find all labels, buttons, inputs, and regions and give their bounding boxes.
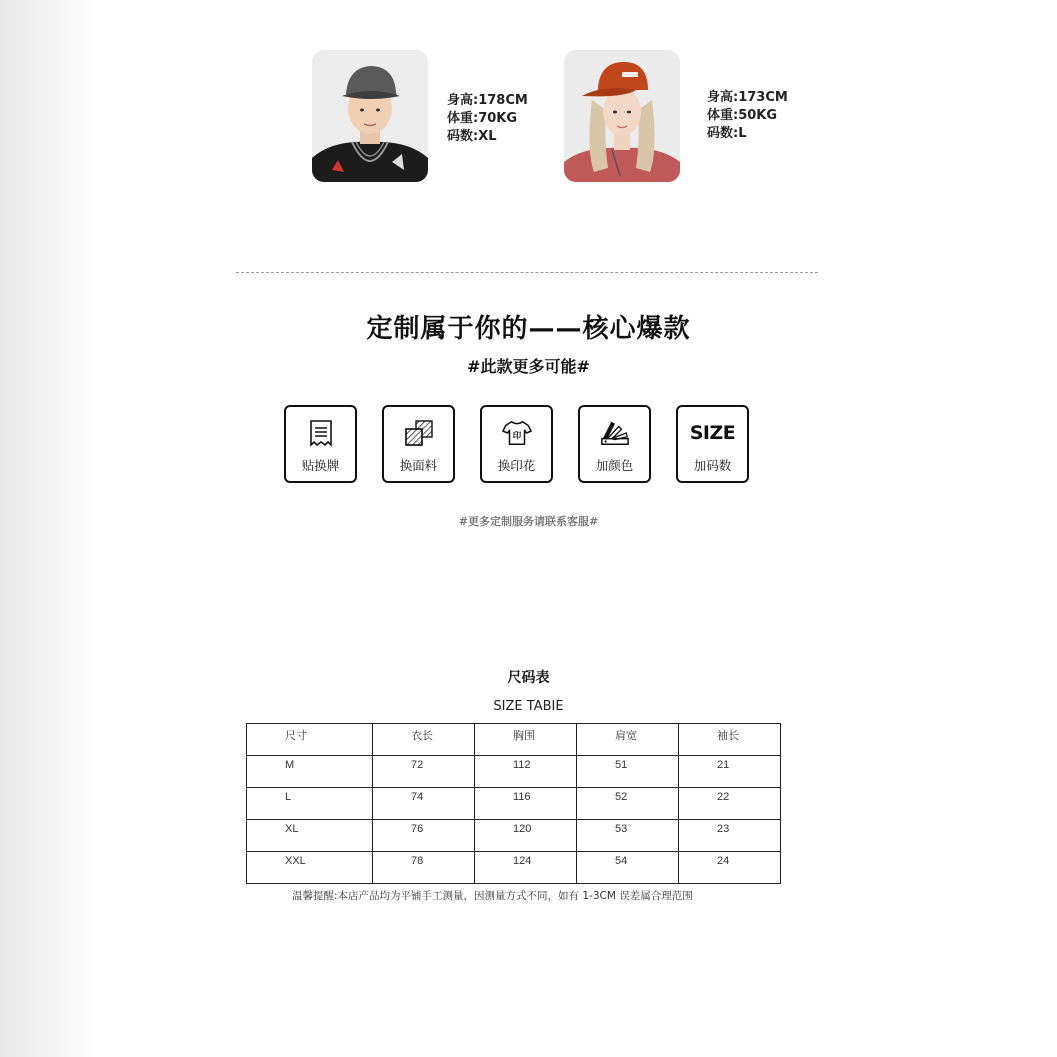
table-cell: 51 [577,756,679,788]
table-cell: L [247,788,373,820]
table-cell: XXL [247,852,373,884]
weight-value: 70KG [478,111,518,126]
table-cell: 54 [577,852,679,884]
height-value: 173CM [738,90,788,105]
table-cell: 23 [679,820,781,852]
table-header-row [247,724,781,756]
feature-label: 加颜色 [595,458,634,473]
size-text-icon [689,418,736,448]
height-label: 身高: [447,93,479,108]
table-cell: 72 [373,756,475,788]
measurement-note: 温馨提醒:本店产品均为平铺手工测量，因测量方式不同，如有 1-3CM 误差属合理范围 [292,890,693,902]
table-row [247,820,781,852]
weight-label: 体重: [447,111,479,126]
table-cell: M [247,756,373,788]
male-model-photo [312,50,428,182]
feature-print-swap [480,405,553,483]
size-icon-text: SIZE [689,422,736,444]
female-model-photo [564,50,680,182]
table-header-cell: 尺寸 [247,724,373,756]
tshirt-print-icon [502,418,532,448]
table-header-cell: 袖长 [679,724,781,756]
size-chart-table [246,723,781,884]
size-label: 码数: [707,126,739,141]
table-cell: 53 [577,820,679,852]
custom-headline: 定制属于你的——核心爆款 [366,314,691,344]
table-cell: 112 [475,756,577,788]
size-label: 码数: [447,129,479,144]
custom-feature-list [284,405,749,483]
height-label: 身高: [707,90,739,105]
table-cell: 22 [679,788,781,820]
table-row [247,788,781,820]
weight-label: 体重: [707,108,739,123]
table-cell: 52 [577,788,679,820]
female-model-stats [707,89,788,143]
weight-value: 50KG [738,108,778,123]
label-tag-icon [306,418,336,448]
color-fan-icon [600,418,630,448]
feature-label: 贴换牌 [301,458,340,473]
contact-note: #更多定制服务请联系客服# [458,515,599,528]
table-cell: 78 [373,852,475,884]
size-value: XL [478,129,497,144]
size-chart-subtitle: SIZE TABIE [493,699,564,714]
table-cell: 74 [373,788,475,820]
table-header-cell: 胸围 [475,724,577,756]
height-value: 178CM [478,93,528,108]
fabric-swatch-icon [404,418,434,448]
table-header-cell: 肩宽 [577,724,679,756]
feature-label: 换印花 [497,458,536,473]
table-cell: 24 [679,852,781,884]
table-cell: 76 [373,820,475,852]
size-chart-title: 尺码表 [507,670,550,686]
feature-label: 换面料 [399,458,438,473]
feature-label: 加码数 [693,458,732,473]
table-cell: 124 [475,852,577,884]
table-row [247,852,781,884]
feature-add-color [578,405,651,483]
table-cell: 21 [679,756,781,788]
male-model-stats [447,92,528,146]
feature-add-size [676,405,749,483]
table-cell: XL [247,820,373,852]
feature-fabric-swap [382,405,455,483]
table-cell: 120 [475,820,577,852]
feature-label-swap [284,405,357,483]
dashed-divider [236,272,818,273]
table-cell: 116 [475,788,577,820]
table-row [247,756,781,788]
table-header-cell: 衣长 [373,724,475,756]
custom-subline: #此款更多可能# [467,357,590,376]
size-value: L [738,126,747,141]
print-char: 印 [512,430,521,441]
